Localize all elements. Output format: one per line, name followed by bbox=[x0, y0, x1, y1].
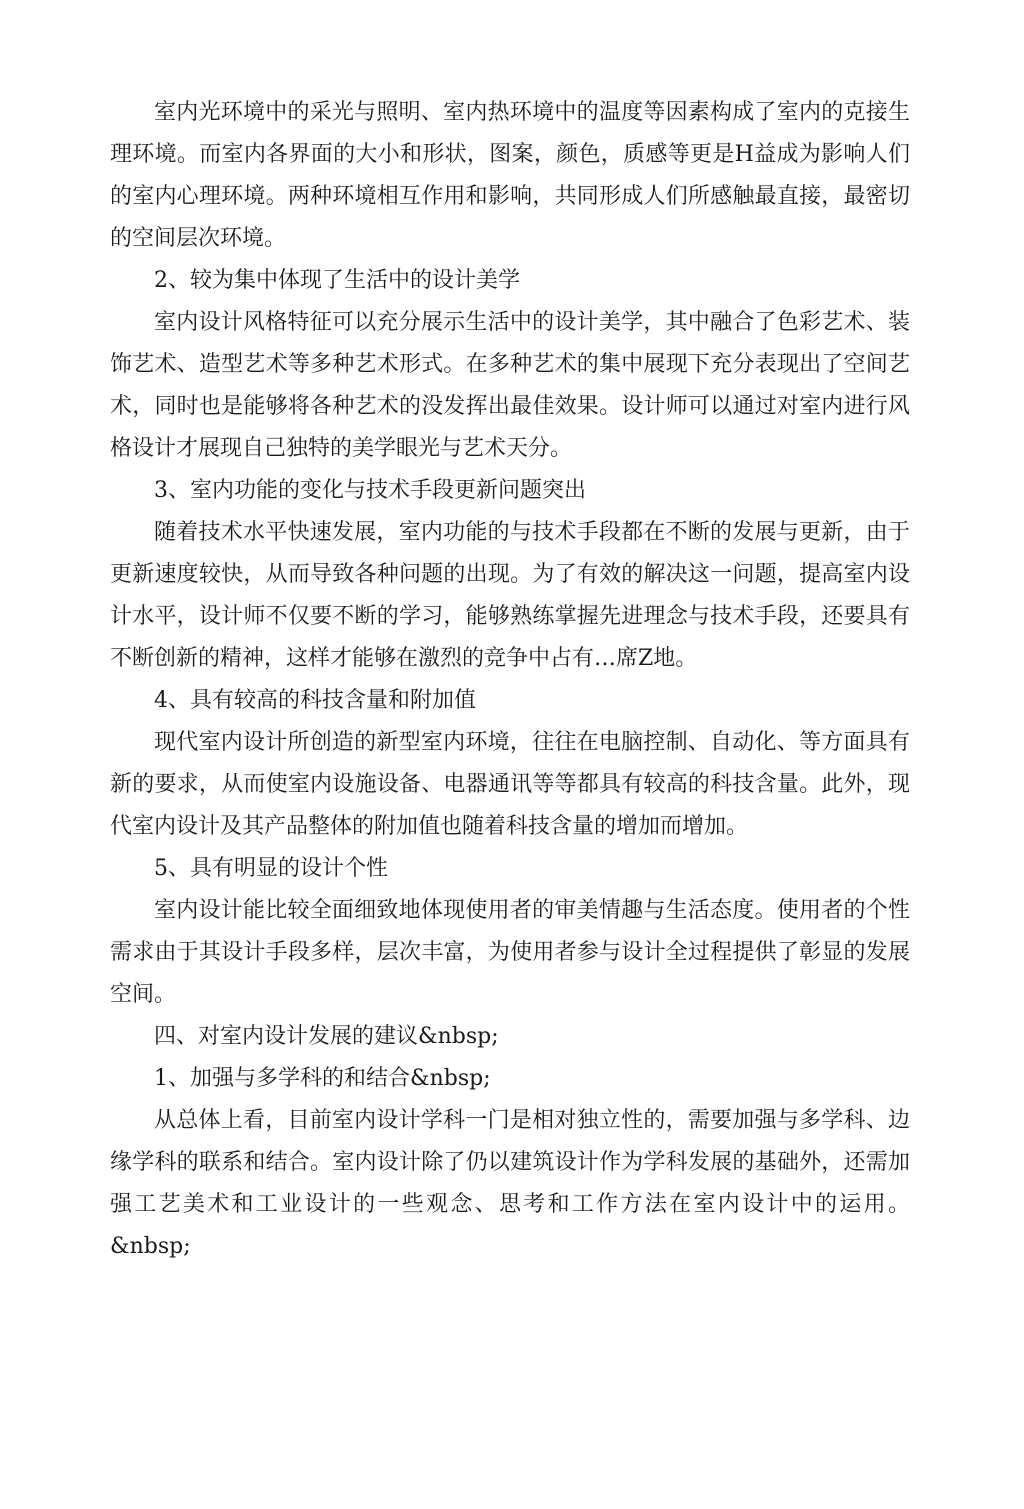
body-paragraph: 从总体上看，目前室内设计学科一门是相对独立性的，需要加强与多学科、边缘学科的联系和结合。室内设计除了仍以建筑设计作为学科发展的基础外，还需加强工艺美术和工业设计的一些观念、思考和工作方法在室内设计中的运用。&nbsp; bbox=[110, 1108, 910, 1259]
section-heading: 5、具有明显的设计个性 bbox=[154, 856, 388, 881]
body-paragraph: 室内光环境中的采光与照明、室内热环境中的温度等因素构成了室内的克接生理环境。而室内各界面的大小和形状，图案，颜色，质感等更是H益成为影响人们的室内心理环境。两种环境相互作用和影响，共同形成人们所感触最直接，最密切的空间层次环境。 bbox=[110, 100, 910, 251]
body-paragraph: 室内设计能比较全面细致地体现使用者的审美情趣与生活态度。使用者的个性需求由于其设计手段多样，层次丰富，为使用者参与设计全过程提供了彰显的发展空间。 bbox=[110, 898, 910, 1007]
section-heading: 4、具有较高的科技含量和附加值 bbox=[154, 688, 476, 713]
body-paragraph: 室内设计风格特征可以充分展示生活中的设计美学，其中融合了色彩艺术、装饰艺术、造型艺术等多种艺术形式。在多种艺术的集中展现下充分表现出了空间艺术，同时也是能够将各种艺术的没发挥出最佳效果。设计师可以通过对室内进行风格设计才展现自己独特的美学眼光与艺术天分。 bbox=[110, 310, 910, 461]
section-heading: 3、室内功能的变化与技术手段更新问题突出 bbox=[154, 478, 586, 503]
body-paragraph: 现代室内设计所创造的新型室内环境，往往在电脑控制、自动化、等方面具有新的要求，从而使室内设施设备、电器通讯等等都具有较高的科技含量。此外，现代室内设计及其产品整体的附加值也随着科技含量的增加而增加。 bbox=[110, 730, 910, 839]
section-heading: 1、加强与多学科的和结合&nbsp; bbox=[154, 1066, 491, 1091]
body-paragraph: 随着技术水平快速发展，室内功能的与技术手段都在不断的发展与更新，由于更新速度较快，从而导致各种问题的出现。为了有效的解决这一问题，提高室内设计水平，设计师不仅要不断的学习，能够熟练掌握先进理念与技术手段，还要具有不断创新的精神，这样才能够在激烈的竞争中占有…席Z地。 bbox=[110, 520, 910, 671]
section-heading: 2、较为集中体现了生活中的设计美学 bbox=[154, 268, 520, 293]
chapter-heading: 四、对室内设计发展的建议&nbsp; bbox=[154, 1024, 499, 1049]
document-page bbox=[110, 92, 910, 1268]
